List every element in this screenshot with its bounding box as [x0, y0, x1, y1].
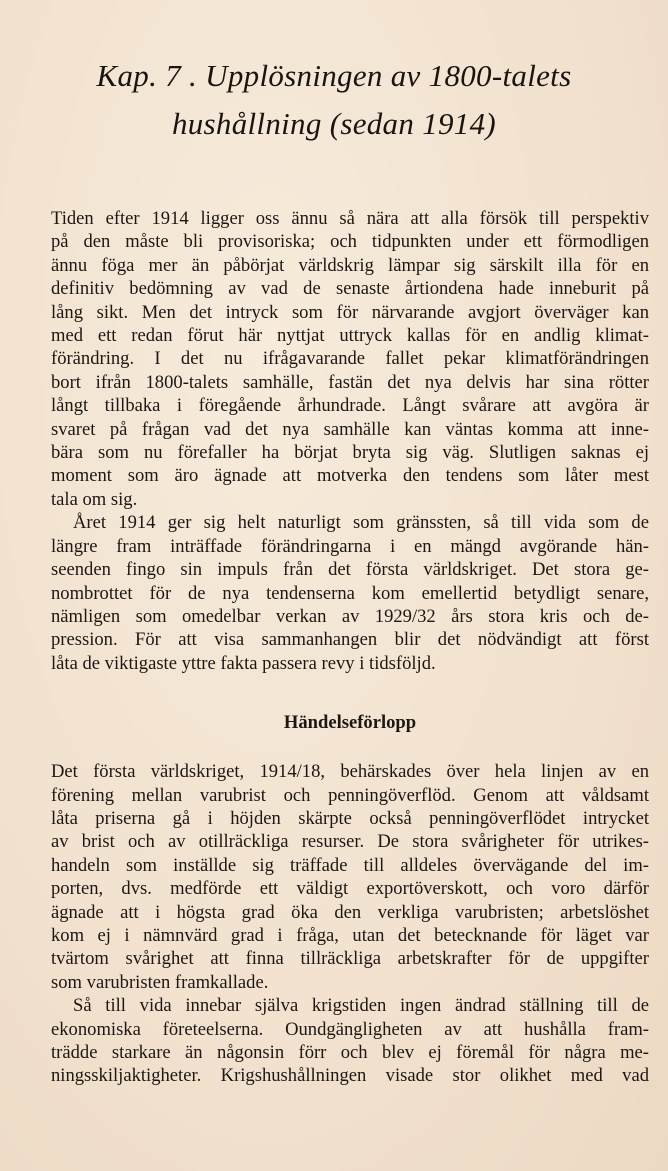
text-line: Året 1914 ger sig helt naturligt som gränssten, så till vida som de [73, 512, 649, 534]
text-line: ägnade att i högsta grad öka den verkliga varubristen; arbetslöshet [51, 901, 649, 923]
text-line: nämligen som omedelbar verkan av 1929/32 års stora kris och de- [51, 605, 649, 627]
section-heading: Händelseförlopp [283, 712, 417, 734]
text-line: av brist och av otillräckliga resurser. De stora svårigheter för utrikes- [51, 831, 649, 853]
text-line: som varubristen framkallade. [51, 971, 269, 993]
text-line: handeln som inställde sig träffade till alldeles övervägande del im- [51, 854, 649, 876]
text-line: ännu föga mer än påbörjat världskrig lämpar sig särskilt illa för en [51, 254, 649, 276]
text-line: förening mellan varubrist och penningöverflöd. Genom att våldsamt [51, 784, 649, 806]
text-line: förändring. I det nu ifrågavarande fallet pekar klimatförändringen [51, 348, 649, 370]
paragraph-1 [51, 207, 649, 511]
text-line: lång sikt. Men det intryck som för närvarande avgjort överväger kan [51, 301, 649, 323]
text-line: bära som nu förefaller ha börjat bryta sig väg. Slutligen saknas ej [51, 442, 649, 464]
text-line: moment som äro ägnade att motverka den tendens som låter mest [51, 465, 649, 487]
text-line: Tiden efter 1914 ligger oss ännu så nära att alla försök till perspektiv [51, 208, 649, 229]
text-line: på den måste bli provisoriska; och tidpunkten under ett förmodligen [51, 231, 649, 253]
text-line: ekonomiska företeelserna. Oundgängligheten av att hushålla fram- [51, 1018, 649, 1040]
text-line: porten, dvs. medförde ett väldigt exportöverskott, och voro därför [51, 878, 649, 900]
text-line: långt tillbaka i föregående århundrade. Långt svårare att avgöra är [51, 395, 649, 417]
text-line: låta de viktigaste yttre fakta passera revy i tidsföljd. [51, 652, 436, 674]
text-line: tvärtom svårighet att finna tillräckliga arbetskrafter för de uppgifter [51, 948, 649, 970]
text-line: kom ej i nämnvärd grad i fråga, utan det betecknande för läget var [51, 924, 649, 946]
chapter-title-line-1: Kap. 7 . Upplösningen av 1800-talets [96, 58, 572, 93]
text-line: seenden fingo sin impuls från det första världskriget. Det stora ge- [51, 559, 649, 581]
text-line: bort ifrån 1800-talets samhälle, fastän det nya delvis har sina rötter [51, 371, 649, 393]
paragraph-4 [51, 994, 649, 1088]
text-line: svaret på frågan vad det nya samhälle kan väntas komma att inne- [51, 418, 649, 440]
text-line: tala om sig. [51, 488, 138, 510]
text-line: längre fram inträffade förändringarna i en mängd avgörande hän- [51, 535, 649, 557]
text-line: nombrottet för de nya tendenserna kom emellertid betydligt senare, [51, 582, 649, 604]
chapter-title [0, 52, 668, 148]
text-line: definitiv bedömning av vad de senaste årtiondena hade inneburit på [51, 278, 649, 300]
text-line: Så till vida innebar själva krigstiden ingen ändrad ställning till de [73, 995, 649, 1017]
body-text [51, 207, 649, 1088]
text-line: pression. För att visa sammanhangen blir det nödvändigt att först [51, 629, 649, 651]
chapter-title-line-2: hushållning (sedan 1914) [171, 106, 497, 141]
text-line: ningsskiljaktigheter. Krigshushållningen visade stor olikhet med vad [51, 1065, 649, 1087]
text-line: låta priserna gå i höjden skärpte också penningöverflödet intrycket [51, 807, 649, 829]
text-line: trädde starkare än någonsin förr och blev ej föremål för några me- [51, 1042, 649, 1063]
paragraph-3 [51, 760, 649, 994]
paragraph-2 [51, 511, 649, 675]
text-line: med ett redan förut här nyttjat uttryck kallas för en andlig klimat- [51, 325, 649, 347]
text-line: Det första världskriget, 1914/18, behärskades över hela linjen av en [51, 761, 649, 783]
